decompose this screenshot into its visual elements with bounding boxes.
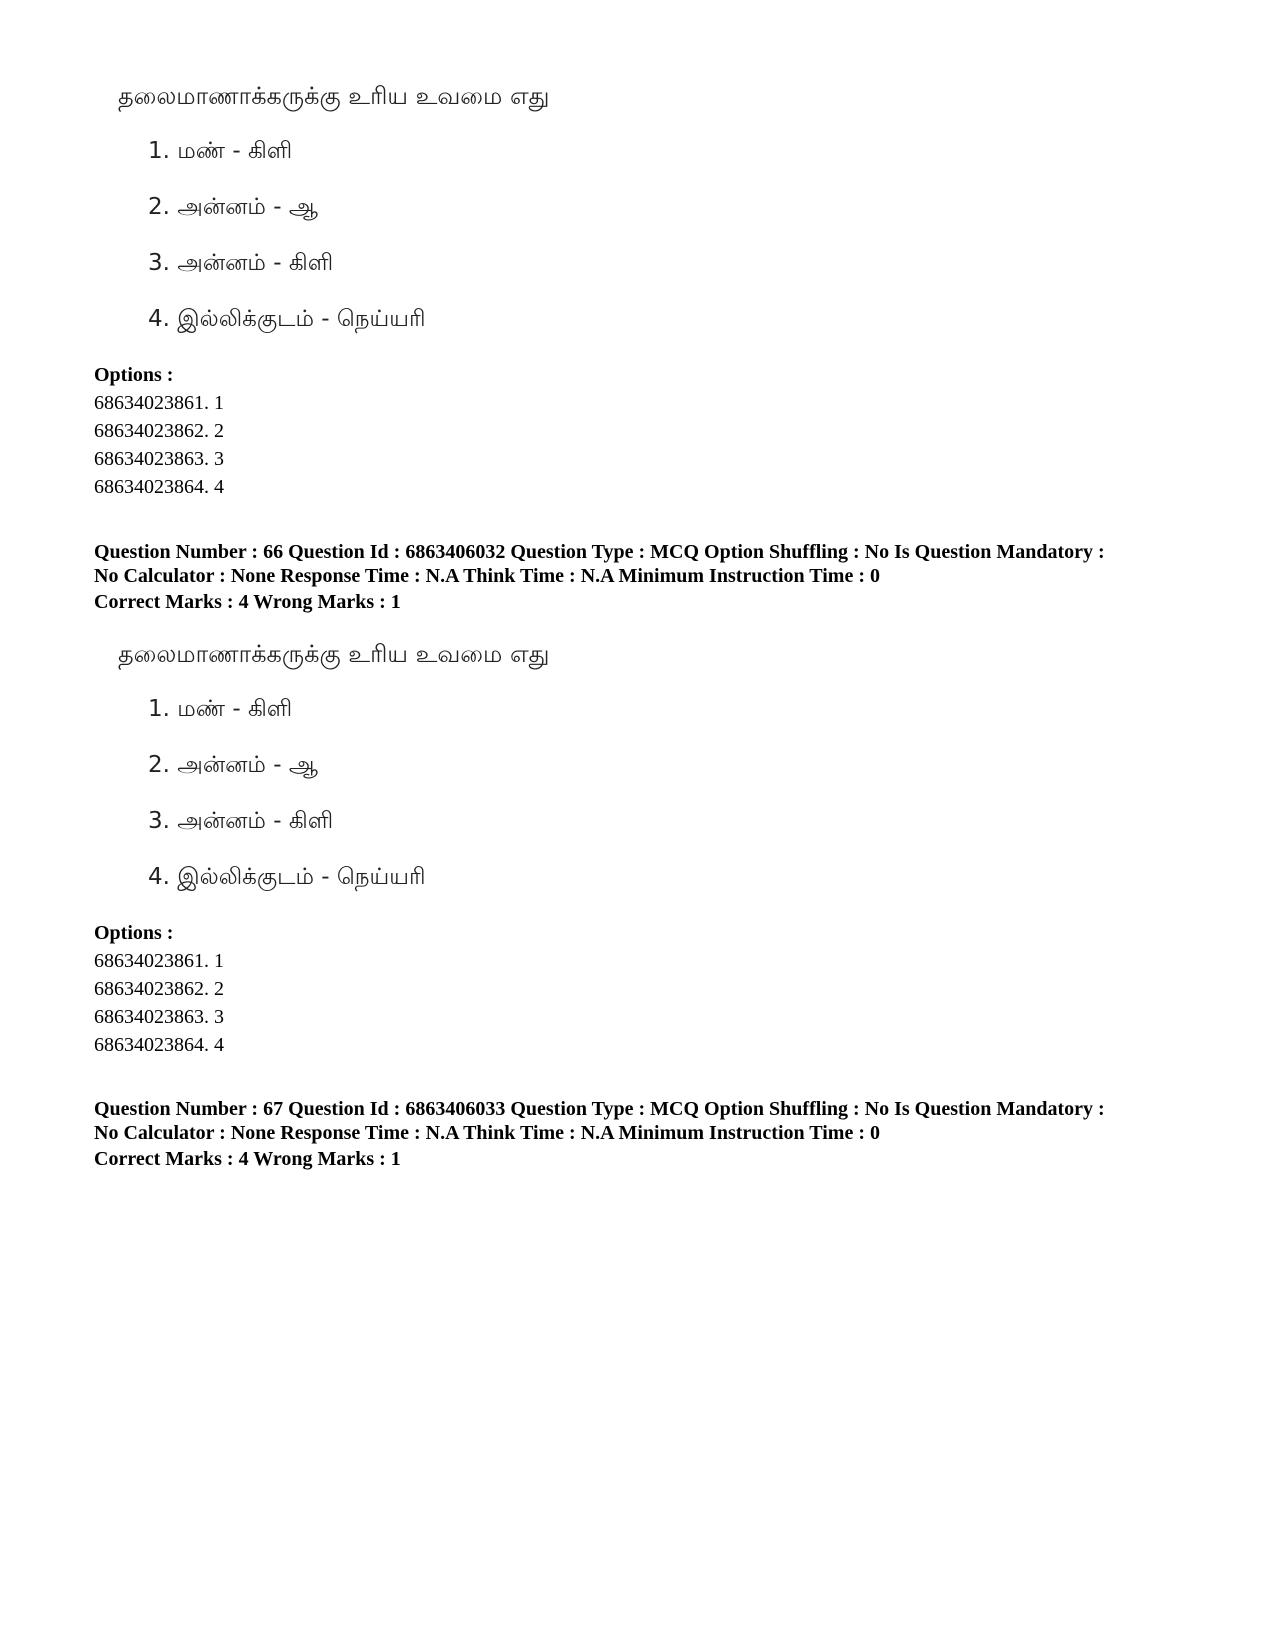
options-label: Options : [94, 364, 174, 386]
question-choice-3: 3. அன்னம் - கிளி [148, 250, 334, 276]
question-66-meta-line2: No Calculator : None Response Time : N.A Think Time : N.A Minimum Instruction Time : 0 [94, 565, 880, 587]
question-66-option-3: 68634023863. 3 [94, 1006, 224, 1028]
question-text: தலைமாணாக்கருக்கு உரிய உவமை எது [118, 82, 550, 110]
question-66-option-1: 68634023861. 1 [94, 950, 224, 972]
question-66-meta [94, 540, 1204, 588]
question-67-meta-line1: Question Number : 67 Question Id : 6863406033 Question Type : MCQ Option Shuffling : No Is Question Mandatory : [94, 1098, 1105, 1120]
question-66-choice-2: 2. அன்னம் - ஆ [148, 752, 318, 778]
question-67-meta-line2: No Calculator : None Response Time : N.A Think Time : N.A Minimum Instruction Time : 0 [94, 1122, 880, 1144]
option-1: 68634023861. 1 [94, 392, 224, 414]
question-66-marks: Correct Marks : 4 Wrong Marks : 1 [94, 591, 401, 613]
question-66-option-2: 68634023862. 2 [94, 978, 224, 1000]
option-4: 68634023864. 4 [94, 476, 224, 498]
question-66-options-label: Options : [94, 922, 174, 944]
question-66-text: தலைமாணாக்கருக்கு உரிய உவமை எது [118, 640, 550, 668]
question-choice-4: 4. இல்லிக்குடம் - நெய்யரி [148, 306, 426, 332]
question-66-choice-4: 4. இல்லிக்குடம் - நெய்யரி [148, 864, 426, 890]
option-2: 68634023862. 2 [94, 420, 224, 442]
question-67-meta [94, 1097, 1204, 1145]
question-67-marks: Correct Marks : 4 Wrong Marks : 1 [94, 1148, 401, 1170]
question-66-option-4: 68634023864. 4 [94, 1034, 224, 1056]
question-choice-2: 2. அன்னம் - ஆ [148, 194, 318, 220]
question-66-choice-3: 3. அன்னம் - கிளி [148, 808, 334, 834]
question-choice-1: 1. மண் - கிளி [148, 138, 293, 164]
question-66-meta-line1: Question Number : 66 Question Id : 6863406032 Question Type : MCQ Option Shuffling : No Is Question Mandatory : [94, 541, 1105, 563]
question-66-choice-1: 1. மண் - கிளி [148, 696, 293, 722]
option-3: 68634023863. 3 [94, 448, 224, 470]
